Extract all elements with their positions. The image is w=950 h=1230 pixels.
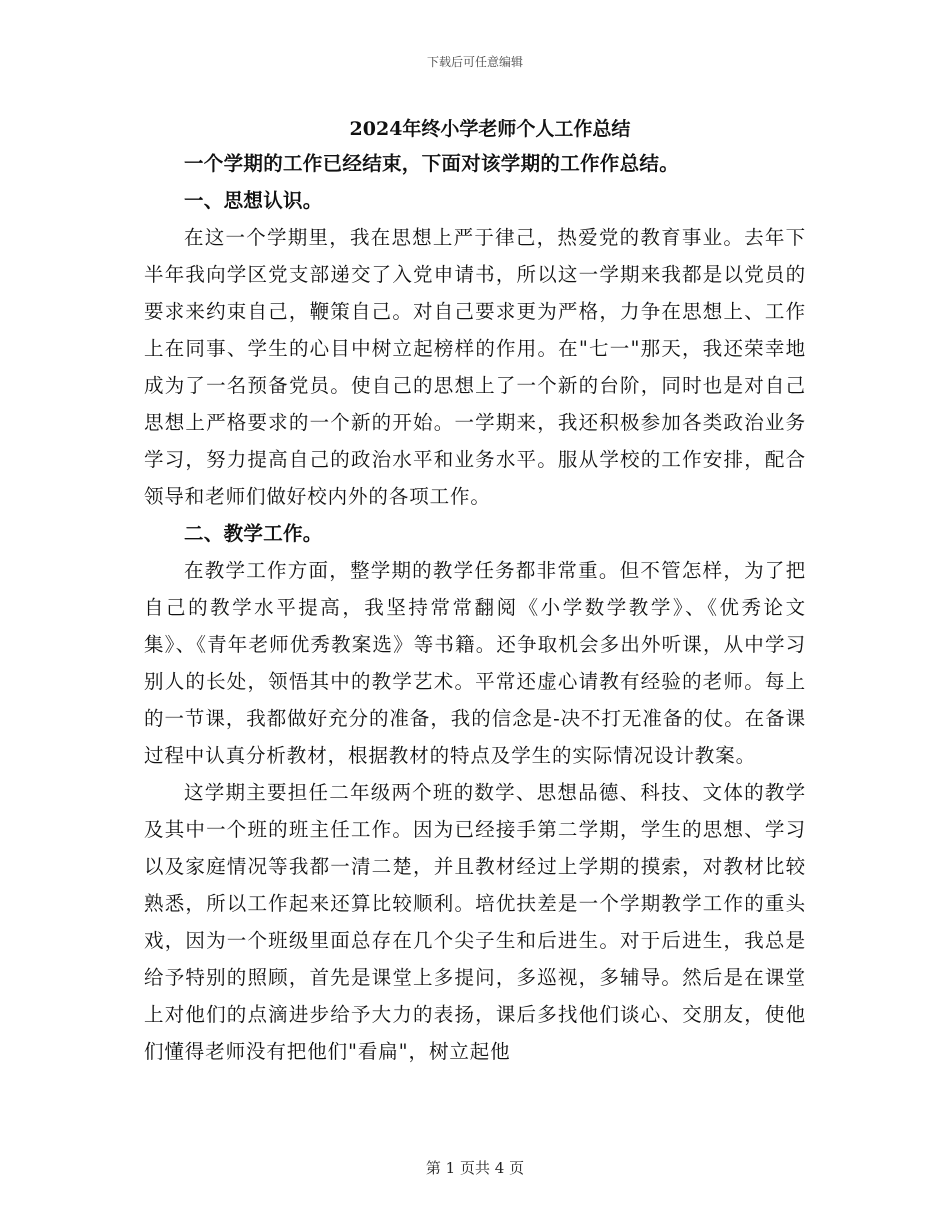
page-footer: 第 1 页共 4 页 <box>425 1159 525 1177</box>
section-heading-thought: 一、思想认识。 <box>184 189 323 212</box>
document-body <box>144 112 806 1070</box>
paragraph-thought: 在这一个学期里，我在思想上严于律己，热爱党的教育事业。去年下半年我向学区党支部递交了入党申请书，所以这一学期来我都是以党员的要求来约束自己，鞭策自己。对自己要求更为严格，力争在思想上、工作上在同事、学生的心目中树立起榜样的作用。在"七一"那天，我还荣幸地成为了一名预备党员。使自己的思想上了一个新的台阶，同时也是对自己思想上严格要求的一个新的开始。一学期来，我还积极参加各类政治业务学习，努力提高自己的政治水平和业务水平。服从学校的工作安排，配合领导和老师们做好校内外的各项工作。 <box>144 226 806 508</box>
lead-sentence: 一个学期的工作已经结束，下面对该学期的工作作总结。 <box>184 152 680 175</box>
document-title: 2024年终小学老师个人工作总结 <box>349 118 631 140</box>
paragraph-teaching-1: 在教学工作方面，整学期的教学任务都非常重。但不管怎样，为了把自己的教学水平提高，我坚持常常翻阅《小学数学教学》、《优秀论文集》、《青年老师优秀教案选》等书籍。还争取机会多出外听课，从中学习别人的长处，领悟其中的教学艺术。平常还虚心请教有经验的老师。每上的一节课，我都做好充分的准备，我的信念是-决不打无准备的仗。在备课过程中认真分析教材，根据教材的特点及学生的实际情况设计教案。 <box>144 559 806 767</box>
section-heading-teaching: 二、教学工作。 <box>184 522 323 545</box>
paragraph-teaching-2: 这学期主要担任二年级两个班的数学、思想品德、科技、文体的教学及其中一个班的班主任工作。因为已经接手第二学期，学生的思想、学习以及家庭情况等我都一清二楚，并且教材经过上学期的摸索，对教材比较熟悉，所以工作起来还算比较顺利。培优扶差是一个学期教学工作的重头戏，因为一个班级里面总存在几个尖子生和后进生。对于后进生，我总是给予特别的照顾，首先是课堂上多提问，多巡视，多辅导。然后是在课堂上对他们的点滴进步给予大力的表扬，课后多找他们谈心、交朋友，使他们懂得老师没有把他们"看扁"，树立起他 <box>144 781 806 1063</box>
page-header: 下载后可任意编辑 <box>426 55 523 69</box>
